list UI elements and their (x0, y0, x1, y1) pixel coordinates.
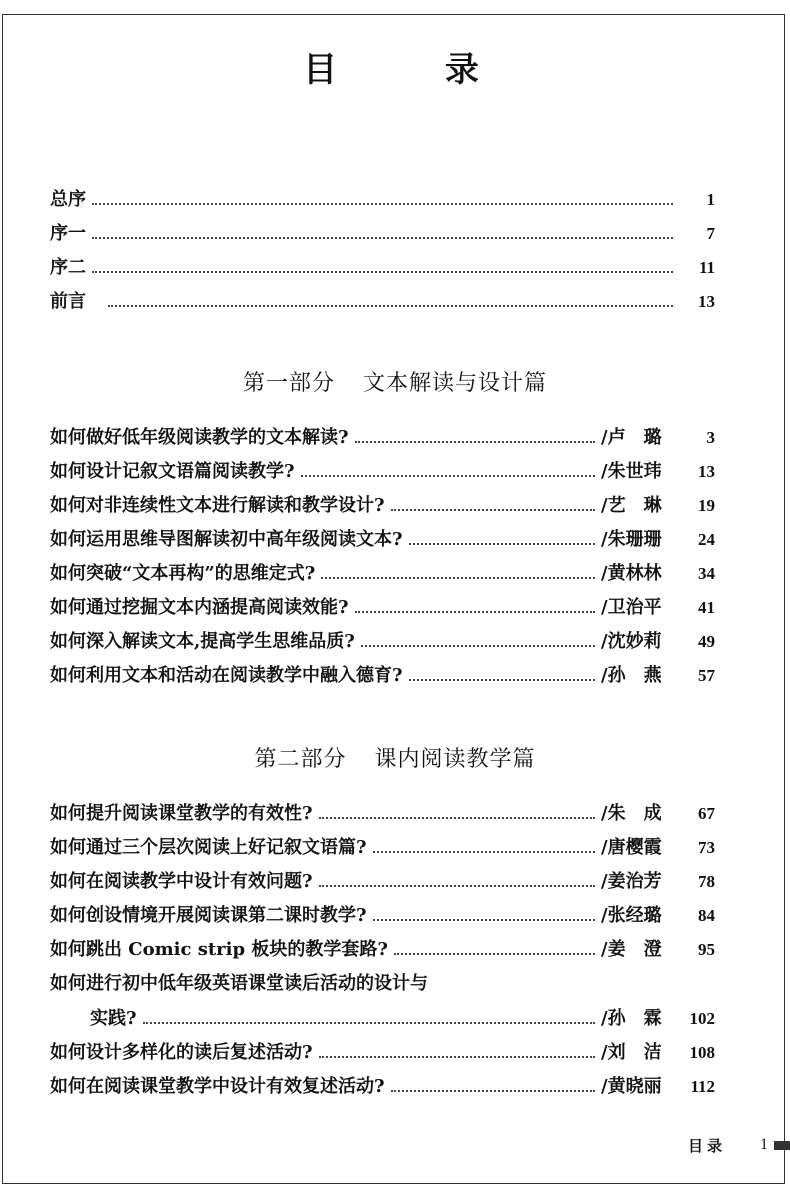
entry-title: 如何深入解读文本,提高学生思维品质? (50, 631, 355, 652)
toc-entry[interactable] (90, 1005, 715, 1033)
section-title: 课内阅读教学篇 (374, 747, 536, 772)
section-number: 第一部分 (242, 371, 335, 396)
dot-leader (92, 254, 673, 282)
toc-entry[interactable] (50, 492, 715, 520)
entry-author: /刘 洁 (601, 1042, 662, 1063)
entry-page: 73 (698, 838, 715, 857)
toc-entry[interactable] (50, 1039, 715, 1067)
page-footer (688, 1134, 790, 1156)
dot-leader (92, 186, 673, 214)
toc-entry[interactable] (50, 628, 715, 656)
toc-entry[interactable] (50, 560, 715, 588)
entry-author: /朱 成 (601, 803, 662, 824)
toc-entry[interactable] (50, 526, 715, 554)
toc-entry[interactable] (50, 936, 715, 964)
entry-title: 总序 (50, 189, 86, 210)
entry-author: /沈妙莉 (601, 631, 662, 652)
entry-title: 如何通过三个层次阅读上好记叙文语篇? (50, 837, 367, 858)
entry-title: 如何设计记叙文语篇阅读教学? (50, 461, 295, 482)
entry-title: 如何通过挖掘文本内涵提高阅读效能? (50, 597, 349, 618)
entry-page: 102 (689, 1009, 715, 1028)
dot-leader (355, 424, 595, 452)
entry-author: /朱世玮 (601, 461, 662, 482)
toc-entry[interactable] (50, 594, 715, 622)
section-heading (0, 366, 790, 397)
dot-leader (319, 868, 595, 896)
dot-leader (409, 662, 595, 690)
entry-author: /艺 琳 (601, 495, 662, 516)
entry-title: 如何跳出 Comic strip 板块的教学套路? (50, 939, 388, 960)
footer-page-number: 1 (760, 1136, 768, 1153)
entry-author: /孙 霖 (601, 1008, 662, 1029)
dot-leader (143, 1005, 595, 1033)
entry-author: /卢 璐 (601, 427, 662, 448)
entry-page: 67 (698, 804, 715, 823)
entry-page: 13 (698, 292, 715, 311)
page-title: 目 录 (303, 50, 527, 90)
dot-leader (391, 492, 595, 520)
toc-entry-front-matter[interactable] (50, 288, 715, 316)
entry-page: 57 (698, 666, 715, 685)
page-tab-marker (774, 1141, 790, 1150)
dot-leader (319, 800, 595, 828)
entry-title: 如何做好低年级阅读教学的文本解读? (50, 427, 349, 448)
dot-leader (92, 220, 673, 248)
dot-leader (321, 560, 595, 588)
entry-author: /张经璐 (601, 905, 662, 926)
entry-author: /姜 澄 (601, 939, 662, 960)
toc-entry[interactable] (50, 1073, 715, 1101)
toc-entry[interactable] (50, 800, 715, 828)
section-title: 文本解读与设计篇 (363, 371, 548, 396)
dot-leader (319, 1039, 595, 1067)
toc-entry[interactable] (50, 424, 715, 452)
toc-entry[interactable] (50, 834, 715, 862)
entry-title: 如何利用文本和活动在阅读教学中融入德育? (50, 665, 403, 686)
entry-page: 3 (706, 428, 715, 447)
dot-leader (355, 594, 595, 622)
toc-entry[interactable] (50, 868, 715, 896)
entry-title: 如何创设情境开展阅读课第二课时教学? (50, 905, 367, 926)
entry-page: 34 (698, 564, 715, 583)
dot-leader (391, 1073, 595, 1101)
dot-leader (373, 902, 595, 930)
toc-entry[interactable] (50, 902, 715, 930)
entry-title: 如何突破“文本再构”的思维定式? (50, 563, 316, 584)
entry-page: 7 (706, 224, 715, 243)
entry-title: 如何设计多样化的读后复述活动? (50, 1042, 313, 1063)
section-heading (0, 742, 790, 773)
entry-page: 84 (698, 906, 715, 925)
entry-title: 实践? (90, 1008, 137, 1029)
dot-leader (301, 458, 595, 486)
entry-title: 序一 (50, 223, 86, 244)
entry-page: 1 (706, 190, 715, 209)
entry-author: /卫治平 (601, 597, 662, 618)
entry-page: 41 (698, 598, 715, 617)
toc-entry-front-matter[interactable] (50, 220, 715, 248)
entry-page: 11 (698, 258, 715, 277)
entry-title: 如何在阅读课堂教学中设计有效复述活动? (50, 1076, 385, 1097)
entry-author: /孙 燕 (601, 665, 662, 686)
entry-page: 112 (690, 1077, 715, 1096)
entry-page: 24 (698, 530, 715, 549)
toc-entry-front-matter[interactable] (50, 186, 715, 214)
toc-entry-wrapped-line: 如何进行初中低年级英语课堂读后活动的设计与 (50, 973, 428, 994)
entry-title: 如何对非连续性文本进行解读和教学设计? (50, 495, 385, 516)
entry-page: 95 (698, 940, 715, 959)
entry-author: /黄林林 (601, 563, 662, 584)
entry-author: /唐樱霞 (601, 837, 662, 858)
entry-title: 如何运用思维导图解读初中高年级阅读文本? (50, 529, 403, 550)
dot-leader (108, 288, 673, 316)
dot-leader (409, 526, 595, 554)
section-number: 第二部分 (254, 747, 347, 772)
dot-leader (361, 628, 595, 656)
entry-page: 13 (698, 462, 715, 481)
entry-title: 如何提升阅读课堂教学的有效性? (50, 803, 313, 824)
entry-author: /朱珊珊 (601, 529, 662, 550)
toc-entry[interactable] (50, 458, 715, 486)
entry-title: 如何在阅读教学中设计有效问题? (50, 871, 313, 892)
entry-page: 108 (689, 1043, 715, 1062)
dot-leader (373, 834, 595, 862)
entry-page: 19 (698, 496, 715, 515)
entry-author: /黄晓丽 (601, 1076, 662, 1097)
entry-title: 序二 (50, 257, 86, 278)
entry-author: /姜治芳 (601, 871, 662, 892)
toc-entry-front-matter[interactable] (50, 254, 715, 282)
entry-title: 前言 (50, 291, 86, 312)
footer-label: 目录 (687, 1136, 726, 1155)
dot-leader (394, 936, 595, 964)
entry-page: 78 (698, 872, 715, 891)
toc-entry[interactable] (50, 662, 715, 690)
entry-page: 49 (698, 632, 715, 651)
